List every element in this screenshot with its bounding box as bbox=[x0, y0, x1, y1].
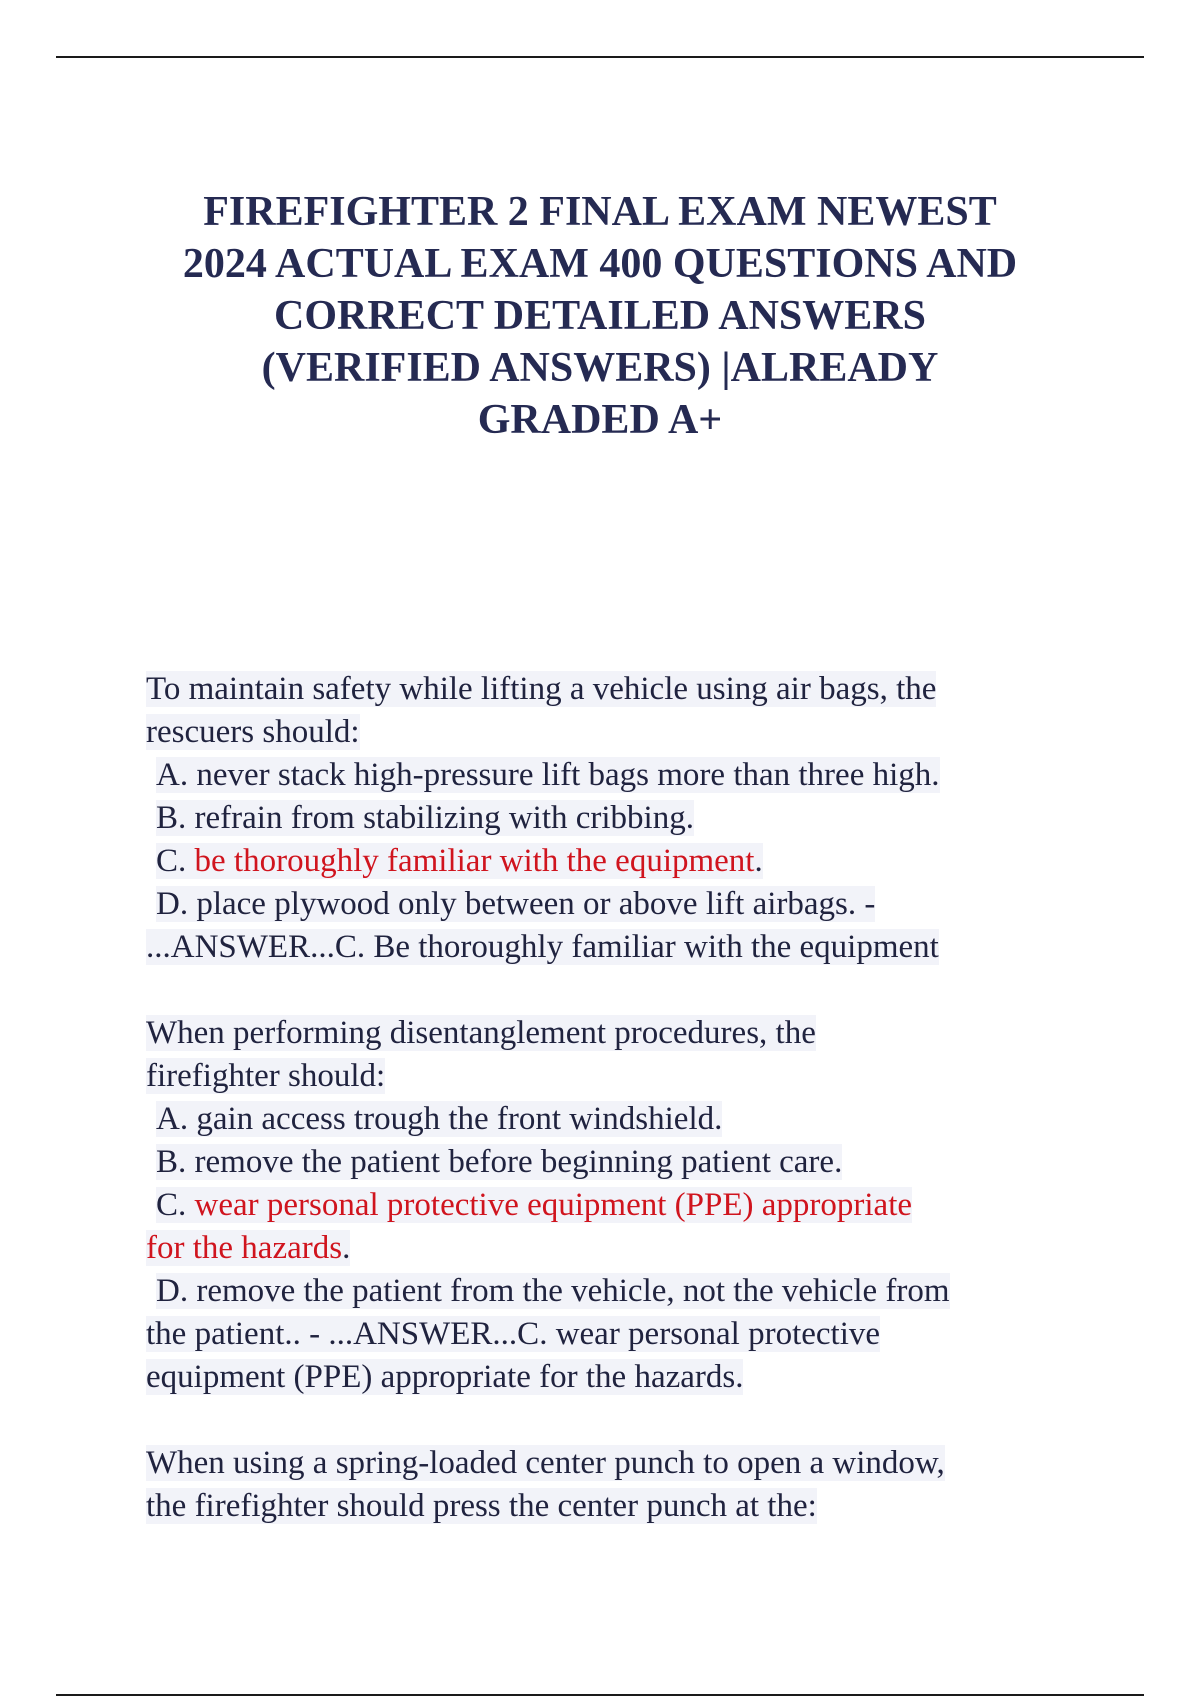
option-a: A. gain access trough the front windshield. bbox=[156, 1101, 723, 1137]
correct-answer-text: wear personal protective equipment (PPE) appropriate bbox=[194, 1187, 913, 1223]
option-c-suffix: . bbox=[754, 843, 763, 879]
bottom-rule bbox=[56, 1694, 1144, 1696]
title-line: (VERIFIED ANSWERS) |ALREADY bbox=[261, 345, 939, 391]
top-rule bbox=[56, 56, 1144, 58]
option-c-continued bbox=[146, 1230, 350, 1266]
option-c-suffix: . bbox=[342, 1230, 351, 1266]
correct-answer-text: for the hazards bbox=[146, 1230, 343, 1266]
option-b: B. remove the patient before beginning patient care. bbox=[156, 1144, 843, 1180]
question-list bbox=[146, 668, 1066, 1571]
option-d: D. place plywood only between or above lift airbags. - bbox=[156, 886, 876, 922]
option-c bbox=[156, 843, 763, 879]
question-1 bbox=[146, 668, 1066, 969]
question-stem-line: rescuers should: bbox=[146, 714, 360, 750]
question-3 bbox=[146, 1442, 1066, 1528]
title-line: FIREFIGHTER 2 FINAL EXAM NEWEST bbox=[203, 189, 997, 235]
question-stem-line: the firefighter should press the center punch at the: bbox=[146, 1488, 817, 1524]
answer-line: ...ANSWER...C. Be thoroughly familiar with the equipment bbox=[146, 929, 939, 965]
title-line: CORRECT DETAILED ANSWERS bbox=[274, 293, 926, 339]
option-c-prefix: C. bbox=[156, 843, 195, 879]
document-title bbox=[140, 186, 1060, 446]
question-2 bbox=[146, 1012, 1066, 1399]
question-stem-line: To maintain safety while lifting a vehicle using air bags, the bbox=[146, 671, 937, 707]
option-c-prefix: C. bbox=[156, 1187, 195, 1223]
option-b: B. refrain from stabilizing with cribbing. bbox=[156, 800, 694, 836]
question-stem-line: firefighter should: bbox=[146, 1058, 386, 1094]
option-a: A. never stack high-pressure lift bags more than three high. bbox=[156, 757, 940, 793]
option-d: D. remove the patient from the vehicle, not the vehicle from bbox=[156, 1273, 950, 1309]
correct-answer-text: be thoroughly familiar with the equipment bbox=[194, 843, 755, 879]
question-stem-line: When using a spring-loaded center punch to open a window, bbox=[146, 1445, 945, 1481]
title-line: 2024 ACTUAL EXAM 400 QUESTIONS AND bbox=[182, 241, 1018, 287]
answer-line: equipment (PPE) appropriate for the hazards. bbox=[146, 1359, 744, 1395]
answer-line: the patient.. - ...ANSWER...C. wear personal protective bbox=[146, 1316, 881, 1352]
question-stem-line: When performing disentanglement procedures, the bbox=[146, 1015, 816, 1051]
option-c bbox=[156, 1187, 912, 1223]
title-line: GRADED A+ bbox=[477, 397, 723, 443]
